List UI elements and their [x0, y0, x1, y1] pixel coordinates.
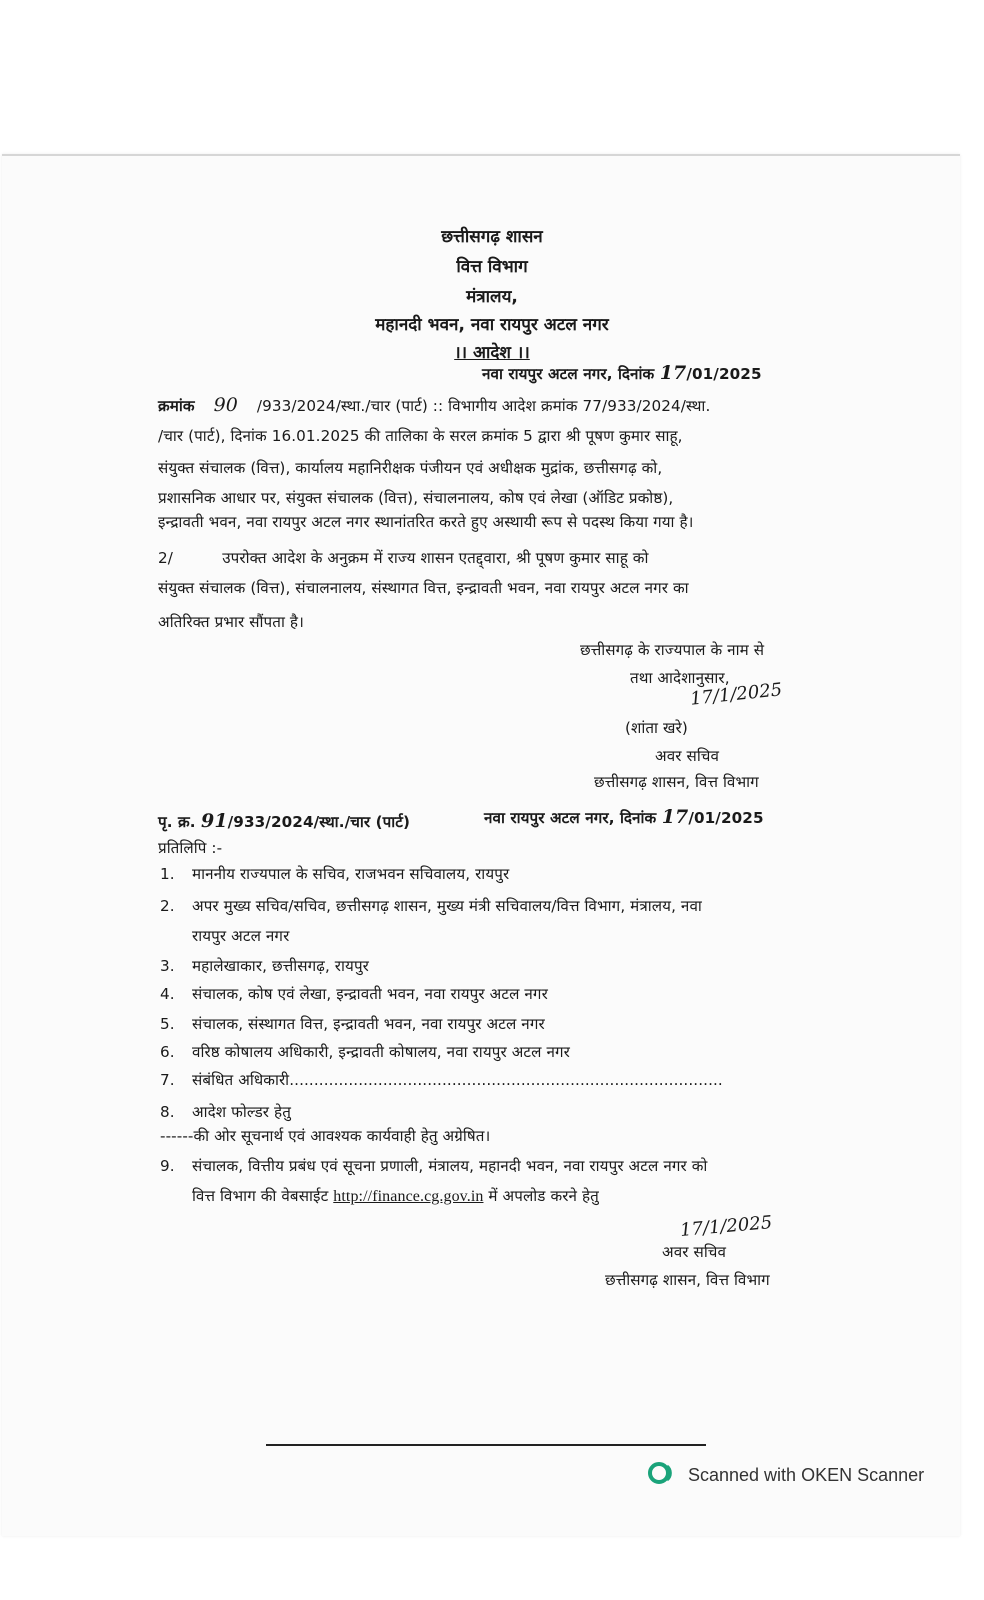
copy-item-num: 3.	[160, 957, 175, 975]
para2-line-3: अतिरिक्त प्रभार सौंपता है।	[158, 613, 304, 631]
copy-item-8	[160, 1102, 291, 1122]
copy-item-num: 8.	[160, 1103, 175, 1121]
copy-item-text: महालेखाकार, छत्तीसगढ़, रायपुर	[192, 957, 369, 975]
website-prefix: वित्त विभाग की वेबसाईट	[192, 1187, 329, 1205]
copy-item-6	[160, 1042, 570, 1062]
scanner-watermark-text: Scanned with OKEN Scanner	[688, 1465, 925, 1485]
copy-item-text: अपर मुख्य सचिव/सचिव, छत्तीसगढ़ शासन, मुख्य मंत्री सचिवालय/वित्त विभाग, मंत्रालय, नवा	[192, 897, 702, 915]
order-title: ।। आदेश ।।	[454, 343, 530, 363]
order-line-3: संयुक्त संचालक (वित्त), कार्यालय महानिरीक्षक पंजीयन एवं अधीक्षक मुद्रांक, छत्तीसगढ़ को,	[158, 459, 663, 477]
sig1-handwritten-signature: 17/1/2025	[689, 679, 784, 710]
copy-item-text: माननीय राज्यपाल के सचिव, राजभवन सचिवालय, रायपुर	[192, 865, 510, 883]
copy-item-num: 7.	[160, 1071, 175, 1089]
order-date-suffix: /01/2025	[686, 365, 762, 383]
website-suffix: में अपलोड करने हेतु	[488, 1187, 599, 1205]
endorsement-ref: /933/2024/स्था./चार (पार्ट)	[227, 813, 411, 831]
copy-item-num: 1.	[160, 865, 175, 883]
copy-item-text: आदेश फोल्डर हेतु	[192, 1103, 291, 1121]
header-state: छत्तीसगढ़ शासन	[441, 227, 543, 247]
copy-item-num: 6.	[160, 1043, 175, 1061]
para2-line-2: संयुक्त संचालक (वित्त), संचालनालय, संस्थागत वित्त, इन्द्रावती भवन, नवा रायपुर अटल नगर का	[158, 579, 689, 597]
copy-item-4	[160, 984, 548, 1004]
kramank-handwritten: 90	[213, 394, 238, 416]
copy-item-9	[160, 1156, 707, 1176]
sig1-line1: छत्तीसगढ़ के राज्यपाल के नाम से	[580, 641, 765, 659]
order-line-2: /चार (पार्ट), दिनांक 16.01.2025 की तालिका के सरल क्रमांक 5 द्वारा श्री पूषण कुमार साहू,	[158, 427, 683, 445]
finance-website-link[interactable]: http://finance.cg.gov.in	[333, 1188, 484, 1205]
copy-item-9-cont	[192, 1186, 599, 1206]
forward-line: ------की ओर सूचनार्थ एवं आवश्यक कार्यवाही हेतु अग्रेषित।	[160, 1127, 491, 1145]
endorsement-number-handwritten: 91	[201, 810, 228, 832]
endorsement-date-suffix: /01/2025	[688, 809, 764, 827]
copy-item-num: 4.	[160, 985, 175, 1003]
copy-label: प्रतिलिपि :-	[158, 839, 223, 857]
copy-item-text: वरिष्ठ कोषालय अधिकारी, इन्द्रावती कोषालय, नवा रायपुर अटल नगर	[192, 1043, 570, 1061]
header-ministry: मंत्रालय,	[466, 287, 518, 307]
header-department: वित्त विभाग	[456, 257, 528, 277]
copy-item-num: 5.	[160, 1015, 175, 1033]
page-bottom-rule	[266, 1444, 706, 1446]
para2-line-1: 2/ उपरोक्त आदेश के अनुक्रम में राज्य शासन एतद्द्वारा, श्री पूषण कुमार साहू को	[158, 549, 649, 567]
sig1-line2: तथा आदेशानुसार,	[630, 669, 730, 687]
endorsement-prefix: पृ. क्र.	[158, 813, 196, 831]
copy-item-7	[160, 1070, 723, 1090]
order-line-4: प्रशासनिक आधार पर, संयुक्त संचालक (वित्त), संचालनालय, कोष एवं लेखा (ऑडिट प्रकोष्ठ),	[158, 489, 674, 507]
copy-item-3	[160, 956, 369, 976]
sig1-name: (शांता खरे)	[625, 719, 688, 737]
oken-logo-icon	[648, 1461, 676, 1490]
endorsement-day-handwritten: 17	[661, 806, 689, 828]
copy-item-text: संचालक, संस्थागत वित्त, इन्द्रावती भवन, नवा रायपुर अटल नगर	[192, 1015, 545, 1033]
copy-item-text: संबंधित अधिकारी........................................................................................	[192, 1071, 723, 1089]
sig1-office: छत्तीसगढ़ शासन, वित्त विभाग	[594, 773, 759, 791]
copy-item-num: 2.	[160, 897, 175, 915]
order-place-date-prefix: नवा रायपुर अटल नगर, दिनांक	[482, 365, 655, 383]
copy-item-2	[160, 896, 702, 916]
sig1-designation: अवर सचिव	[655, 747, 720, 765]
sig2-office: छत्तीसगढ़ शासन, वित्त विभाग	[605, 1271, 770, 1289]
copy-item-text: संचालक, वित्तीय प्रबंध एवं सूचना प्रणाली, मंत्रालय, महानदी भवन, नवा रायपुर अटल नगर को	[192, 1157, 708, 1175]
scanner-watermark	[648, 1461, 924, 1490]
sig2-designation: अवर सचिव	[662, 1243, 727, 1261]
order-day-handwritten: 17	[659, 362, 687, 384]
kramank-label: क्रमांक	[158, 397, 195, 415]
order-line-5: इन्द्रावती भवन, नवा रायपुर अटल नगर स्थानांतरित करते हुए अस्थायी रूप से पदस्थ किया गया है।	[158, 513, 694, 531]
sig2-handwritten-signature: 17/1/2025	[679, 1212, 774, 1241]
copy-item-2-cont: रायपुर अटल नगर	[192, 927, 290, 945]
endorsement-place-date-prefix: नवा रायपुर अटल नगर, दिनांक	[484, 809, 657, 827]
order-line-1	[158, 394, 710, 416]
copy-item-1	[160, 864, 509, 884]
order-line-1-text: /933/2024/स्था./चार (पार्ट) :: विभागीय आदेश क्रमांक 77/933/2024/स्था.	[256, 397, 711, 415]
endorsement-ref-line	[158, 810, 410, 832]
copy-item-num: 9.	[160, 1157, 175, 1175]
endorsement-date-line	[484, 806, 764, 828]
header-address: महानदी भवन, नवा रायपुर अटल नगर	[375, 315, 609, 335]
copy-item-text: संचालक, कोष एवं लेखा, इन्द्रावती भवन, नवा रायपुर अटल नगर	[192, 985, 548, 1003]
order-date-line	[482, 362, 762, 384]
copy-item-5	[160, 1014, 545, 1034]
